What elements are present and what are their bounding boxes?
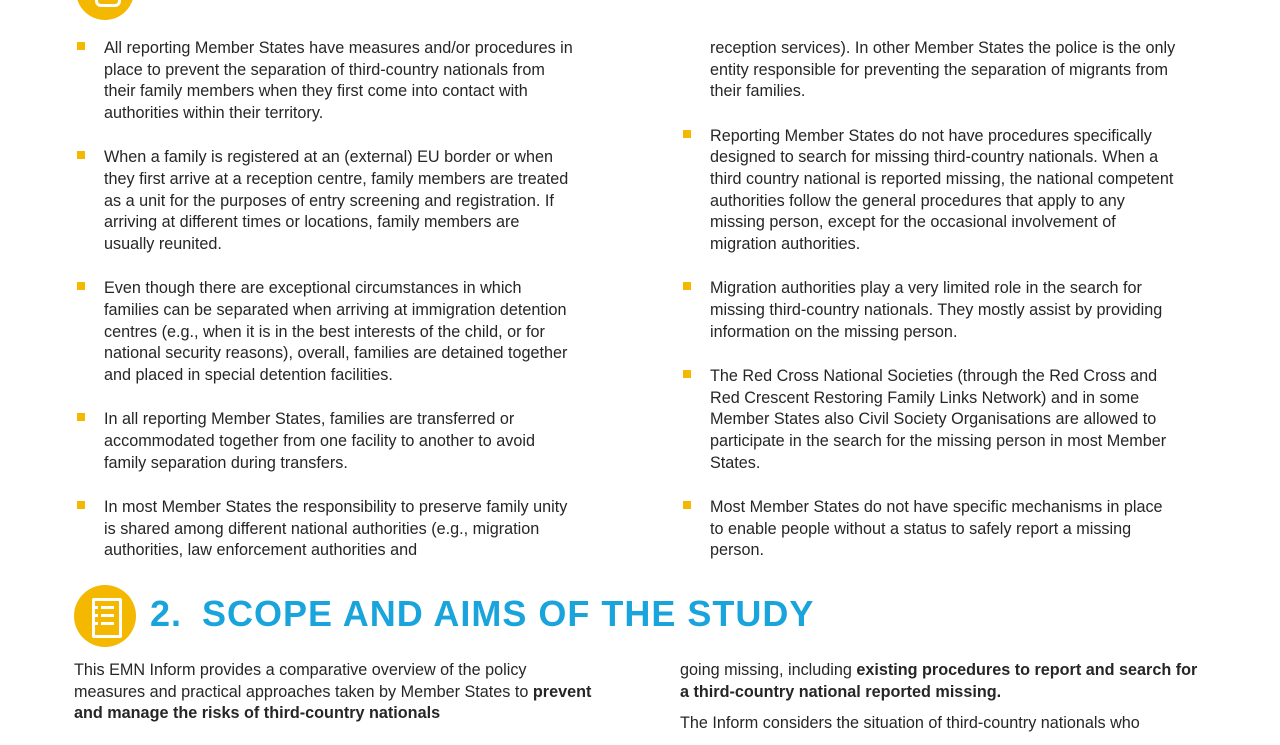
key-findings-list-right bbox=[680, 126, 1180, 562]
bullet-square-icon bbox=[77, 501, 85, 509]
list-item: Most Member States do not have specific mechanisms in place to enable people without a status to safely report a missing person. bbox=[680, 497, 1180, 562]
bullet-square-icon bbox=[77, 151, 85, 159]
lightbulb-icon bbox=[76, 0, 134, 20]
section-title bbox=[150, 593, 814, 635]
body-text-right: going missing, including existing procedures to report and search for a third-country national reported missing. The Inform considers the situation of third-country nationals who bbox=[680, 661, 1198, 733]
list-item: In all reporting Member States, families are transferred or accommodated together from one facility to another to avoid family separation during transfers. bbox=[74, 409, 574, 474]
section-title-text: SCOPE AND AIMS OF THE STUDY bbox=[202, 593, 815, 634]
left-column bbox=[74, 38, 574, 585]
bullet-square-icon bbox=[683, 130, 691, 138]
list-item: All reporting Member States have measures and/or procedures in place to prevent the separation of third-country nationals from their family members when they first come into contact with authorities within their territory. bbox=[74, 38, 574, 124]
right-column bbox=[680, 38, 1180, 585]
key-findings-list-left bbox=[74, 38, 574, 562]
body-text-left: This EMN Inform provides a comparative overview of the policy measures and practical approaches taken by Member States to prevent and manage the risks of third-country nationals bbox=[74, 661, 592, 723]
list-item: Reporting Member States do not have procedures specifically designed to search for missing third-country nationals. When a third country national is reported missing, the national competent authorities follow the general procedures that apply to any missing person, except for the occasional involvement of migration authorities. bbox=[680, 126, 1180, 256]
bullet-square-icon bbox=[77, 282, 85, 290]
bullet-square-icon bbox=[77, 42, 85, 50]
list-item: When a family is registered at an (external) EU border or when they first arrive at a reception centre, family members are treated as a unit for the purposes of entry screening and registration. If arriving at different times or locations, family members are usually reunited. bbox=[74, 147, 574, 255]
bullet-square-icon bbox=[683, 282, 691, 290]
checklist-icon bbox=[74, 585, 136, 647]
list-item: The Red Cross National Societies (through the Red Cross and Red Crescent Restoring Family Links Network) and in some Member States also Civil Society Organisations are allowed to participate in the search for the missing person in most Member States. bbox=[680, 366, 1180, 474]
section-heading bbox=[74, 585, 815, 647]
list-item: Even though there are exceptional circumstances in which families can be separated when arriving at immigration detention centres (e.g., when it is in the best interests of the child, or for national security reasons), overall, families are detained together and placed in special detention facilities. bbox=[74, 278, 574, 386]
section-number: 2. bbox=[150, 593, 183, 634]
bullet-square-icon bbox=[683, 370, 691, 378]
continued-text: reception services). In other Member States the police is the only entity responsible for preventing the separation of migrants from their families. bbox=[710, 39, 1176, 101]
bullet-square-icon bbox=[77, 413, 85, 421]
list-item: In most Member States the responsibility to preserve family unity is shared among different national authorities (e.g., migration authorities, law enforcement authorities and bbox=[74, 497, 574, 562]
list-item: Migration authorities play a very limited role in the search for missing third-country nationals. They mostly assist by providing information on the missing person. bbox=[680, 278, 1180, 343]
bullet-square-icon bbox=[683, 501, 691, 509]
